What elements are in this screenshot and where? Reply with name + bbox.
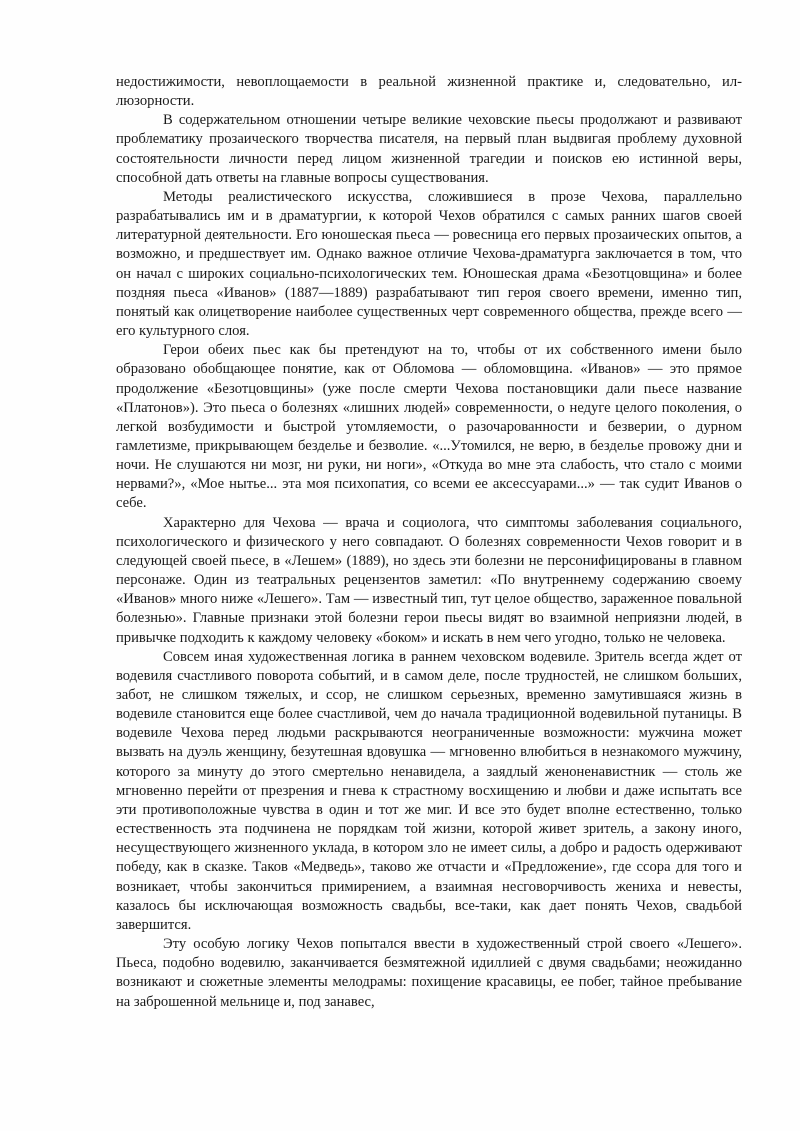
paragraph: недостижимости, невоплощаемости в реальной жизненной практике и, следовательно, иллюзорности. (116, 74, 742, 110)
body-text (116, 73, 742, 1012)
paragraph: Характерно для Чехова — врача и социолога, что симптомы заболевания социального, психологического и физического у него совпадают. О болезнях современности Чехов говорит и в следующей своей пьесе, в «Лешем» (1889), но здесь эти болезни не персонифицированы в главном персонаже. Один из театральных рецензентов заметил: «По внутреннему содержанию своему «Иванов» много ниже «Лешего». Там — известный тип, тут целое общество, зараженное повальной болезнью». Главные признаки этой болезни герои пьесы видят во взаимной неприязни людей, в привычке подходить к каждому человеку «боком» и искать в нем чего угодно, только не человека. (116, 514, 742, 646)
paragraph: Эту особую логику Чехов попытался ввести в художественный строй своего «Лешего». Пьеса, подобно водевилю, заканчивается безмятежной идиллией с двумя свадьбами; неожиданно возникают и сюжетные элементы мелодрамы: похищение красавицы, ее побег, тайное пребывание на заброшенной мельнице и, под занавес, (116, 936, 742, 1010)
paragraph: Методы реалистического искусства, сложившиеся в прозе Чехова, параллельно разрабатывались им и в драматургии, к которой Чехов обратился с самых ранних шагов своей литературной деятельности. Его юношеская пьеса — ровесница его первых прозаических опытов, а возможно, и предшествует им. Однако важное отличие Чехова-драматурга заключается в том, что он начал с широких социально-психологических тем. Юношеская драма «Безотцовщина» и более поздняя пьеса «Иванов» (1887—1889) разрабатывают тип героя своего времени, именно тип, понятый как олицетворение наиболее существенных черт современного общества, прежде всего — его культурного слоя. (116, 188, 742, 340)
paragraph: Герои обеих пьес как бы претендуют на то, чтобы от их собственного имени было образовано обобщающее понятие, как от Обломова — обломовщина. «Иванов» — это прямое продолжение «Безотцовщины» (уже после смерти Чехова постановщики дали пьесе название «Платонов»). Это пьеса о болезнях «лишних людей» современности, о недуге целого поколения, о легкой возбудимости и быстрой утомляемости, о разочарованности и безверии, о дурном гамлетизме, прикрывающем безделье и безволие. «...Утомился, не верю, в безделье провожу дни и ночи. Не слушаются ни мозг, ни руки, ни ноги», «Откуда во мне эта слабость, что стало с моими нервами?», «Мое нытье... эта моя психопатия, со всеми ее аксессуарами...» — так судит Иванов о себе. (116, 342, 742, 512)
paragraph: В содержательном отношении четыре великие чеховские пьесы продолжают и развивают проблематику прозаического творчества писателя, на первый план выдвигая проблему духовной состоятельности личности перед лицом жизненной трагедии и поисков ею истинной веры, способной дать ответы на главные вопросы существования. (116, 112, 742, 186)
paragraph: Совсем иная художественная логика в раннем чеховском водевиле. Зритель всегда ждет от водевиля счастливого поворота событий, и в самом деле, после трудностей, не слишком больших, забот, не слишком тяжелых, и ссор, не слишком серьезных, временно замутившаяся жизнь в водевиле становится еще более счастливой, чем до начала традиционной водевильной путаницы. В водевиле Чехова перед людьми раскрываются неограниченные возможности: мужчина может вызвать на дуэль женщину, безутешная вдовушка — мгновенно влюбиться в незнакомого мужчину, которого за минуту до этого смертельно ненавидела, а заядлый женоненавистник — столь же мгновенно перейти от презрения и гнева к страстному восхищению и любви и даже испытать все эти противоположные чувства в один и тот же миг. И все это будет вполне естественно, только естественность эта подчинена не порядкам той жизни, которой живет зритель, а закону иного, несуществующего жизненного уклада, в котором зло не имеет силы, а добро и радость одерживают победу, как в сказке. Таков «Медведь», таково же отчасти и «Предложение», где ссора для того и возникает, чтобы закончиться примирением, а взаимная несговорчивость жениха и невесты, казалось бы исключающая возможность свадьбы, все-таки, как дает понять Чехов, свадьбой завершится. (116, 648, 742, 933)
